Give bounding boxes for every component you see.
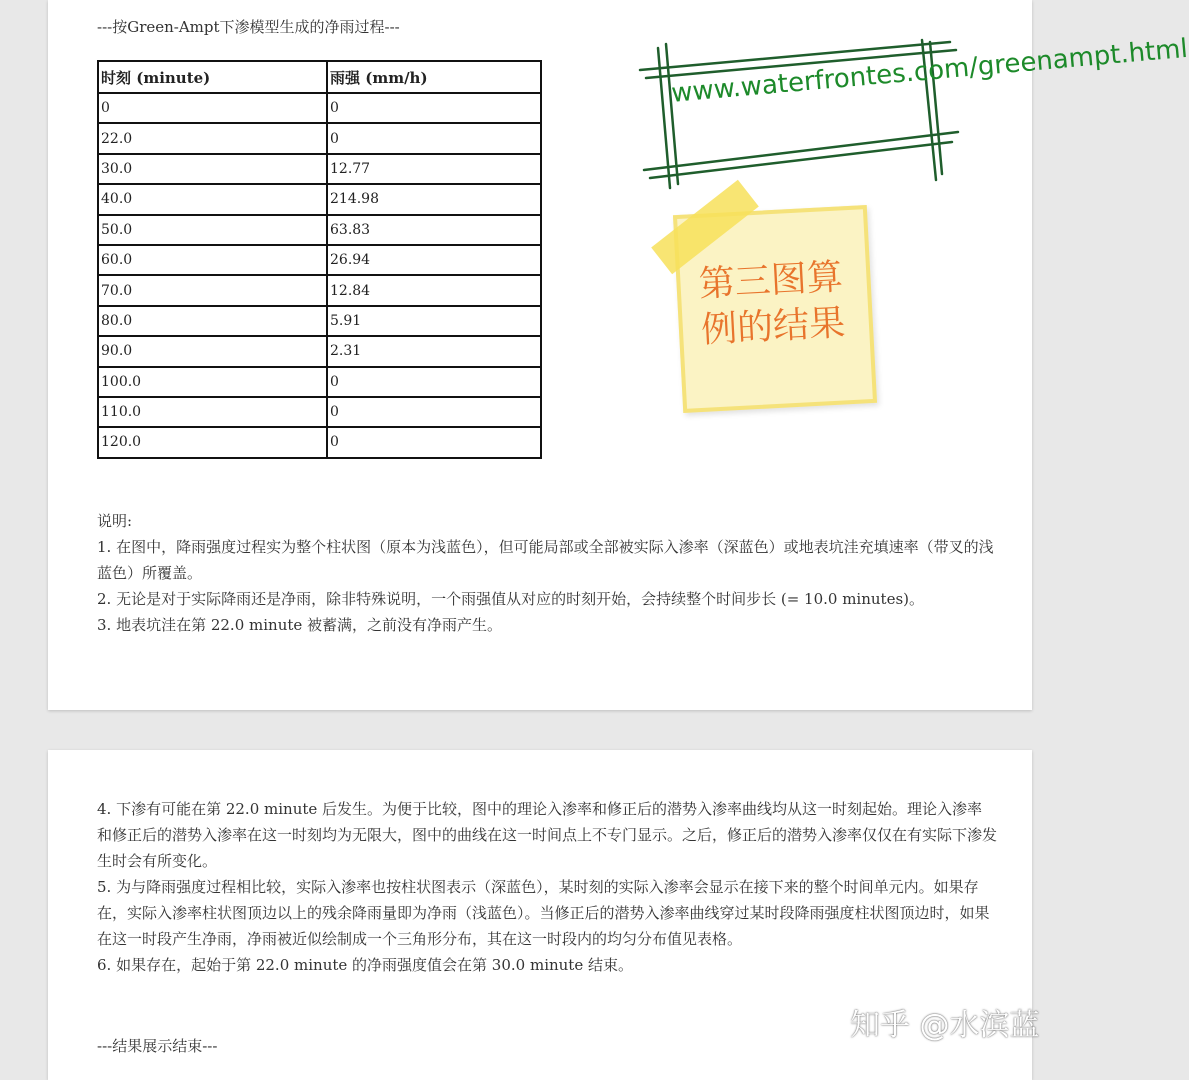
table-row — [98, 275, 541, 305]
note-item: 3. 地表坑洼在第 22.0 minute 被蓄满，之前没有净雨产生。 — [97, 616, 503, 634]
cell-intensity: 0 — [327, 367, 541, 397]
header-intensity: 雨强 (mm/h) — [327, 61, 541, 93]
cell-time: 50.0 — [98, 215, 327, 245]
cell-time: 100.0 — [98, 367, 327, 397]
cell-time: 120.0 — [98, 427, 327, 457]
cell-intensity: 2.31 — [327, 336, 541, 366]
cell-intensity: 0 — [327, 397, 541, 427]
table-row — [98, 184, 541, 214]
notes-section-continued — [97, 796, 997, 978]
table-row — [98, 215, 541, 245]
table-row — [98, 154, 541, 184]
cell-time: 80.0 — [98, 306, 327, 336]
section-heading: ---按Green-Ampt下渗模型生成的净雨过程--- — [97, 18, 400, 36]
table-row — [98, 397, 541, 427]
cell-time: 110.0 — [98, 397, 327, 427]
sticky-note-text: 第三图算例的结果 — [697, 256, 847, 352]
cell-time: 22.0 — [98, 123, 327, 153]
cell-time: 30.0 — [98, 154, 327, 184]
cell-intensity: 214.98 — [327, 184, 541, 214]
zhihu-watermark: 知乎 @水滨蓝 — [850, 1008, 1040, 1043]
net-rain-table — [97, 60, 542, 459]
end-marker: ---结果展示结束--- — [97, 1037, 218, 1055]
table-row — [98, 367, 541, 397]
table-row — [98, 93, 541, 123]
cell-intensity: 12.77 — [327, 154, 541, 184]
table-row — [98, 427, 541, 457]
cell-time: 40.0 — [98, 184, 327, 214]
cell-intensity: 26.94 — [327, 245, 541, 275]
cell-time: 0 — [98, 93, 327, 123]
note-item: 4. 下渗有可能在第 22.0 minute 后发生。为便于比较，图中的理论入渗率和修正后的潜势入渗率曲线均从这一时刻起始。理论入渗率和修正后的潜势入渗率在这一时刻均为无限大，图中的曲线在这一时间点上不专门显示。之后，修正后的潜势入渗率仅仅在有实际下渗发生时会有所变化。 — [97, 800, 998, 870]
cell-time: 90.0 — [98, 336, 327, 366]
cell-intensity: 5.91 — [327, 306, 541, 336]
note-item: 2. 无论是对于实际降雨还是净雨，除非特殊说明，一个雨强值从对应的时刻开始，会持续整个时间步长 (= 10.0 minutes)。 — [97, 590, 925, 608]
table-row — [98, 123, 541, 153]
notes-title: 说明: — [97, 512, 133, 530]
table-header-row — [98, 61, 541, 93]
cell-time: 60.0 — [98, 245, 327, 275]
cell-time: 70.0 — [98, 275, 327, 305]
note-item: 1. 在图中，降雨强度过程实为整个柱状图（原本为浅蓝色），但可能局部或全部被实际入渗率（深蓝色）或地表坑洼充填速率（带叉的浅蓝色）所覆盖。 — [97, 538, 994, 582]
cell-intensity: 12.84 — [327, 275, 541, 305]
cell-intensity: 0 — [327, 93, 541, 123]
header-time: 时刻 (minute) — [98, 61, 327, 93]
note-item: 6. 如果存在，起始于第 22.0 minute 的净雨强度值会在第 30.0 minute 结束。 — [97, 956, 633, 974]
cell-intensity: 63.83 — [327, 215, 541, 245]
table-row — [98, 245, 541, 275]
table-row — [98, 306, 541, 336]
url-sticker-text: www.waterfrontes.com/greenampt.html — [670, 33, 1189, 109]
notes-section — [97, 508, 997, 638]
table-row — [98, 336, 541, 366]
cell-intensity: 0 — [327, 427, 541, 457]
note-item: 5. 为与降雨强度过程相比较，实际入渗率也按柱状图表示（深蓝色），某时刻的实际入渗率会显示在接下来的整个时间单元内。如果存在，实际入渗率柱状图顶边以上的残余降雨量即为净雨（浅蓝色）。当修正后的潜势入渗率曲线穿过某时段降雨强度柱状图顶边时，如果在这一时段产生净雨，净雨被近似绘制成一个三角形分布，其在这一时段内的均匀分布值见表格。 — [97, 878, 990, 948]
cell-intensity: 0 — [327, 123, 541, 153]
